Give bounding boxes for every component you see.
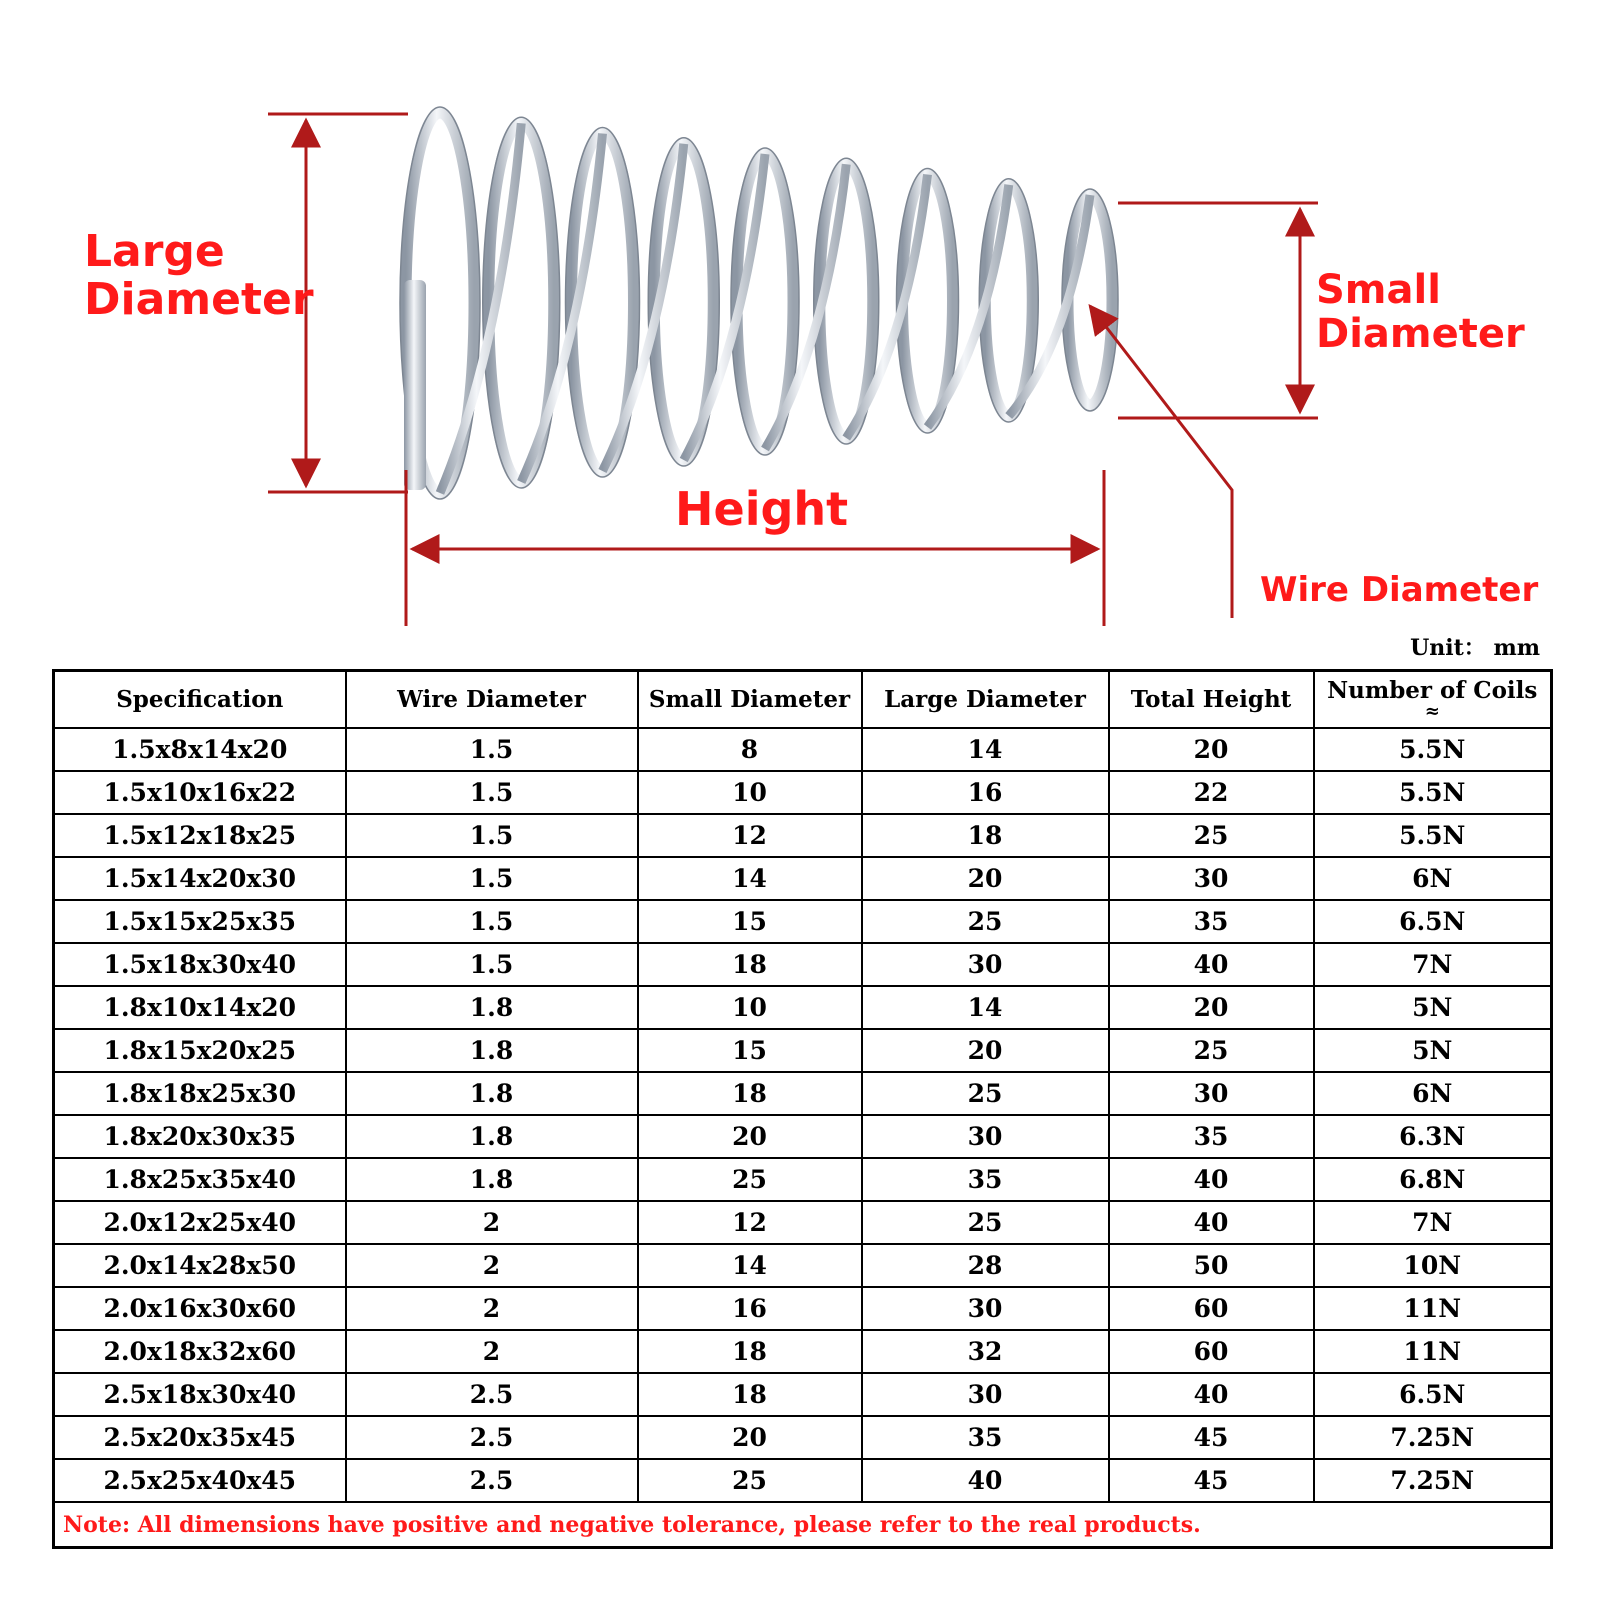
cell-number-of-coils: 7N [1314,943,1552,986]
spring-wire-end [404,280,426,490]
cell-number-of-coils: 5.5N [1314,728,1552,771]
header-number-of-coils [1314,671,1552,729]
cell-number-of-coils: 6.8N [1314,1158,1552,1201]
cell-specification: 1.5x14x20x30 [54,857,346,900]
cell-specification: 2.0x12x25x40 [54,1201,346,1244]
cell-large-diameter: 25 [862,1072,1109,1115]
cell-specification: 1.8x25x35x40 [54,1158,346,1201]
cell-small-diameter: 14 [638,857,862,900]
cell-small-diameter: 18 [638,1330,862,1373]
table-row [54,1287,1552,1330]
spring-coil [903,175,953,428]
cell-large-diameter: 14 [862,986,1109,1029]
header-wire-diameter: Wire Diameter [346,671,638,729]
cell-small-diameter: 25 [638,1158,862,1201]
cell-wire-diameter: 1.5 [346,857,638,900]
cell-large-diameter: 35 [862,1158,1109,1201]
cell-large-diameter: 18 [862,814,1109,857]
cell-wire-diameter: 1.5 [346,728,638,771]
cell-specification: 2.5x18x30x40 [54,1373,346,1416]
cell-total-height: 40 [1109,1201,1314,1244]
cell-small-diameter: 18 [638,1373,862,1416]
cell-wire-diameter: 2 [346,1330,638,1373]
cell-wire-diameter: 2 [346,1244,638,1287]
cell-total-height: 40 [1109,943,1314,986]
approx-symbol: ≈ [1424,700,1440,722]
cell-number-of-coils: 11N [1314,1287,1552,1330]
height-label: Height [675,482,849,536]
cell-number-of-coils: 5.5N [1314,771,1552,814]
cell-small-diameter: 18 [638,1072,862,1115]
cell-large-diameter: 20 [862,857,1109,900]
cell-specification: 1.8x15x20x25 [54,1029,346,1072]
cell-large-diameter: 28 [862,1244,1109,1287]
cell-wire-diameter: 1.5 [346,900,638,943]
table-row [54,1115,1552,1158]
cell-number-of-coils: 10N [1314,1244,1552,1287]
note-row [54,1502,1552,1548]
cell-total-height: 40 [1109,1373,1314,1416]
header-specification: Specification [54,671,346,729]
cell-large-diameter: 25 [862,900,1109,943]
header-total-height: Total Height [1109,671,1314,729]
table-row [54,857,1552,900]
cell-number-of-coils: 5N [1314,1029,1552,1072]
unit-label: Unit： mm [1410,635,1540,661]
cell-small-diameter: 18 [638,943,862,986]
tolerance-note: Note: All dimensions have positive and negative tolerance, please refer to the real products. [54,1502,1552,1548]
table-row [54,1244,1552,1287]
cell-specification: 1.8x10x14x20 [54,986,346,1029]
specification-table [52,669,1553,1549]
cell-specification: 2.0x18x32x60 [54,1330,346,1373]
cell-specification: 1.5x18x30x40 [54,943,346,986]
table-row [54,1459,1552,1502]
cell-small-diameter: 14 [638,1244,862,1287]
cell-large-diameter: 30 [862,1115,1109,1158]
header-small-diameter: Small Diameter [638,671,862,729]
cell-number-of-coils: 11N [1314,1330,1552,1373]
table-row [54,1072,1552,1115]
cell-number-of-coils: 7N [1314,1201,1552,1244]
cell-wire-diameter: 1.5 [346,814,638,857]
spring-wire-segment [521,134,602,483]
cell-specification: 1.8x20x30x35 [54,1115,346,1158]
cell-wire-diameter: 1.8 [346,986,638,1029]
cell-small-diameter: 20 [638,1416,862,1459]
header-large-diameter: Large Diameter [862,671,1109,729]
cell-wire-diameter: 2 [346,1201,638,1244]
cell-small-diameter: 25 [638,1459,862,1502]
cell-wire-diameter: 1.8 [346,1158,638,1201]
cell-small-diameter: 15 [638,1029,862,1072]
cell-large-diameter: 32 [862,1330,1109,1373]
cell-specification: 2.0x14x28x50 [54,1244,346,1287]
cell-number-of-coils: 6N [1314,1072,1552,1115]
cell-number-of-coils: 5N [1314,986,1552,1029]
cell-small-diameter: 20 [638,1115,862,1158]
cell-small-diameter: 10 [638,771,862,814]
cell-wire-diameter: 1.5 [346,771,638,814]
cell-large-diameter: 16 [862,771,1109,814]
cell-total-height: 20 [1109,728,1314,771]
header-number-of-coils-text: Number of Coils [1327,677,1538,705]
cell-large-diameter: 20 [862,1029,1109,1072]
cell-wire-diameter: 2 [346,1287,638,1330]
cell-total-height: 22 [1109,771,1314,814]
table-row [54,900,1552,943]
cell-specification: 2.5x20x35x45 [54,1416,346,1459]
small-diameter-label-line1: Small [1316,267,1441,313]
cell-number-of-coils: 6.5N [1314,1373,1552,1416]
small-diameter-label [1316,268,1525,356]
cell-large-diameter: 30 [862,1287,1109,1330]
cell-total-height: 45 [1109,1459,1314,1502]
cell-specification: 1.8x18x25x30 [54,1072,346,1115]
cell-total-height: 25 [1109,1029,1314,1072]
cell-total-height: 30 [1109,1072,1314,1115]
small-diameter-label-line2: Diameter [1316,311,1525,357]
cell-total-height: 45 [1109,1416,1314,1459]
cell-small-diameter: 16 [638,1287,862,1330]
table-header-row [54,671,1552,729]
cell-number-of-coils: 6.5N [1314,900,1552,943]
cell-specification: 2.5x25x40x45 [54,1459,346,1502]
table-row [54,1416,1552,1459]
cell-small-diameter: 12 [638,814,862,857]
table-row [54,1201,1552,1244]
cell-small-diameter: 8 [638,728,862,771]
cell-total-height: 35 [1109,900,1314,943]
large-diameter-label-line2: Diameter [84,274,314,326]
wire-diameter-label: Wire Diameter [1260,570,1539,610]
cell-large-diameter: 14 [862,728,1109,771]
spring-coil [985,185,1032,416]
cell-number-of-coils: 5.5N [1314,814,1552,857]
table-body [54,728,1552,1502]
table-row [54,814,1552,857]
cell-wire-diameter: 1.8 [346,1115,638,1158]
cell-specification: 1.5x10x16x22 [54,771,346,814]
spring-wire-segment [603,144,684,471]
large-diameter-label-line1: Large [84,226,225,277]
cell-small-diameter: 12 [638,1201,862,1244]
cell-specification: 2.0x16x30x60 [54,1287,346,1330]
cell-wire-diameter: 1.8 [346,1072,638,1115]
cell-wire-diameter: 1.8 [346,1029,638,1072]
spring-wire-segment [684,154,765,460]
cell-small-diameter: 10 [638,986,862,1029]
cell-number-of-coils: 7.25N [1314,1459,1552,1502]
table-row [54,1330,1552,1373]
cell-total-height: 50 [1109,1244,1314,1287]
table-row [54,1373,1552,1416]
cell-number-of-coils: 6.3N [1314,1115,1552,1158]
cell-wire-diameter: 2.5 [346,1373,638,1416]
table-row [54,771,1552,814]
large-diameter-label [84,228,314,325]
cell-total-height: 40 [1109,1158,1314,1201]
table-row [54,1029,1552,1072]
cell-total-height: 20 [1109,986,1314,1029]
spring-coil [1068,195,1112,405]
spring-diagram [0,0,1600,660]
table-row [54,986,1552,1029]
cell-small-diameter: 15 [638,900,862,943]
cell-total-height: 25 [1109,814,1314,857]
cell-specification: 1.5x12x18x25 [54,814,346,857]
table-row [54,728,1552,771]
cell-total-height: 35 [1109,1115,1314,1158]
cell-number-of-coils: 7.25N [1314,1416,1552,1459]
cell-specification: 1.5x15x25x35 [54,900,346,943]
cell-specification: 1.5x8x14x20 [54,728,346,771]
cell-number-of-coils: 6N [1314,857,1552,900]
cell-total-height: 60 [1109,1330,1314,1373]
cell-large-diameter: 25 [862,1201,1109,1244]
cell-large-diameter: 35 [862,1416,1109,1459]
table-row [54,943,1552,986]
spring-coils [400,107,1118,499]
cell-wire-diameter: 1.5 [346,943,638,986]
cell-wire-diameter: 2.5 [346,1416,638,1459]
cell-large-diameter: 30 [862,943,1109,986]
cell-total-height: 60 [1109,1287,1314,1330]
table-row [54,1158,1552,1201]
cell-total-height: 30 [1109,857,1314,900]
cell-large-diameter: 30 [862,1373,1109,1416]
cell-large-diameter: 40 [862,1459,1109,1502]
cell-wire-diameter: 2.5 [346,1459,638,1502]
